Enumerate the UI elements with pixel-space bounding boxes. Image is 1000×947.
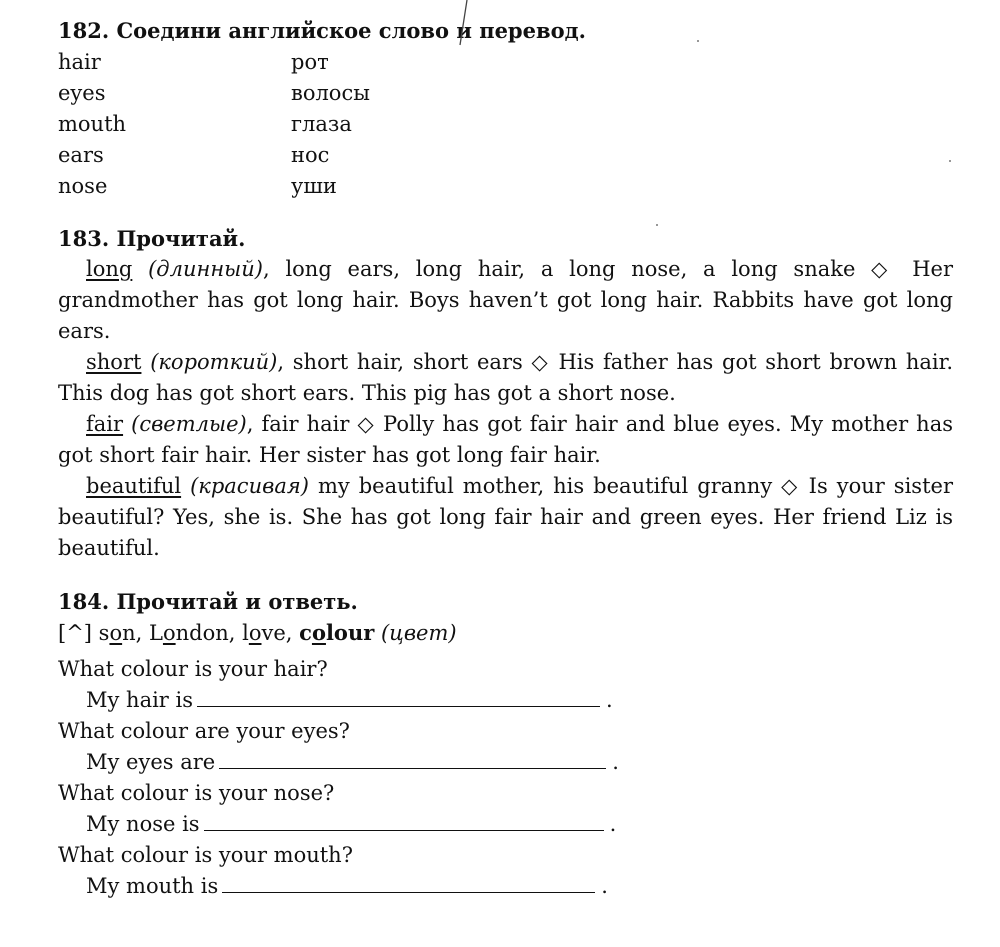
- keyword-fair: fair: [86, 412, 124, 436]
- keyword-short: short: [86, 350, 142, 374]
- answer-blank[interactable]: [222, 874, 595, 893]
- phonetic-word-love: love: [242, 621, 286, 645]
- answer-blank[interactable]: [197, 688, 600, 707]
- exercise-182-title: 182. Соедини английское слово и перевод.: [58, 18, 586, 43]
- english-word: eyes: [58, 81, 106, 105]
- paragraph-text: my beautiful mother, his beautiful granny ◇ Is your sister beautiful? Yes, she is. She has got long fair hair and green eyes. Her friend Liz is beautiful.: [58, 474, 953, 560]
- english-word: nose: [58, 174, 108, 198]
- gloss-fair: (светлые): [131, 412, 247, 436]
- russian-word: нос: [291, 143, 330, 167]
- answer-blank[interactable]: [219, 750, 606, 769]
- answer-prefix: My hair is: [86, 688, 194, 712]
- answer-line: My hair is .: [86, 685, 613, 716]
- english-word: ears: [58, 143, 104, 167]
- scan-speck: [949, 160, 951, 162]
- keyword-beautiful: beautiful: [86, 474, 182, 498]
- answer-line: My nose is .: [86, 809, 616, 840]
- english-word: mouth: [58, 112, 127, 136]
- russian-words-column: [291, 47, 370, 202]
- question: What colour are your eyes?: [58, 719, 350, 743]
- answer-prefix: My nose is: [86, 812, 200, 836]
- paragraph-fair: [58, 409, 953, 471]
- exercise-184-title: 184. Прочитай и ответь.: [58, 589, 358, 614]
- gloss-beautiful: (красивая): [190, 474, 309, 498]
- paragraph-text: , long ears, long hair, a long nose, a long snake ◇ Her grandmother has got long hair. Boys haven’t got long hair. Rabbits have got long ears.: [58, 257, 953, 343]
- english-words-column: [58, 47, 126, 202]
- phonetic-word-colour: colour: [299, 620, 375, 645]
- english-word: hair: [58, 50, 101, 74]
- gloss-short: (короткий): [150, 350, 278, 374]
- keyword-long: long: [86, 257, 133, 281]
- russian-word: уши: [291, 174, 337, 198]
- phonetic-word-london: London: [149, 621, 229, 645]
- russian-word: рот: [291, 50, 329, 74]
- question: What colour is your hair?: [58, 657, 328, 681]
- question: What colour is your mouth?: [58, 843, 353, 867]
- question: What colour is your nose?: [58, 781, 335, 805]
- exercise-183-title: 183. Прочитай.: [58, 226, 246, 251]
- phonetic-line: [^] son, London, love, colour (цвет): [58, 620, 457, 645]
- answer-prefix: My mouth is: [86, 874, 219, 898]
- gloss-long: (длинный): [148, 257, 263, 281]
- paragraph-text: , short hair, short ears ◇ His father has got short brown hair. This dog has got short ears. This pig has got a short nose.: [58, 350, 953, 405]
- paragraph-text: , fair hair ◇ Polly has got fair hair and blue eyes. My mother has got short fair hair. Her sister has got long fair hair.: [58, 412, 953, 467]
- paragraph-beautiful: [58, 471, 953, 564]
- answer-line: My eyes are .: [86, 747, 619, 778]
- russian-word: волосы: [291, 81, 370, 105]
- answer-prefix: My eyes are: [86, 750, 216, 774]
- gloss-colour: (цвет): [380, 621, 457, 645]
- phonetic-symbol: [^]: [58, 621, 92, 645]
- scan-speck: [656, 224, 658, 226]
- russian-word: глаза: [291, 112, 352, 136]
- paragraph-long: [58, 254, 953, 347]
- answer-line: My mouth is .: [86, 871, 608, 902]
- paragraph-short: [58, 347, 953, 409]
- pen-stroke-mark: [455, 0, 475, 60]
- scan-speck: [697, 40, 699, 42]
- phonetic-word-son: son: [98, 621, 136, 645]
- answer-blank[interactable]: [204, 812, 604, 831]
